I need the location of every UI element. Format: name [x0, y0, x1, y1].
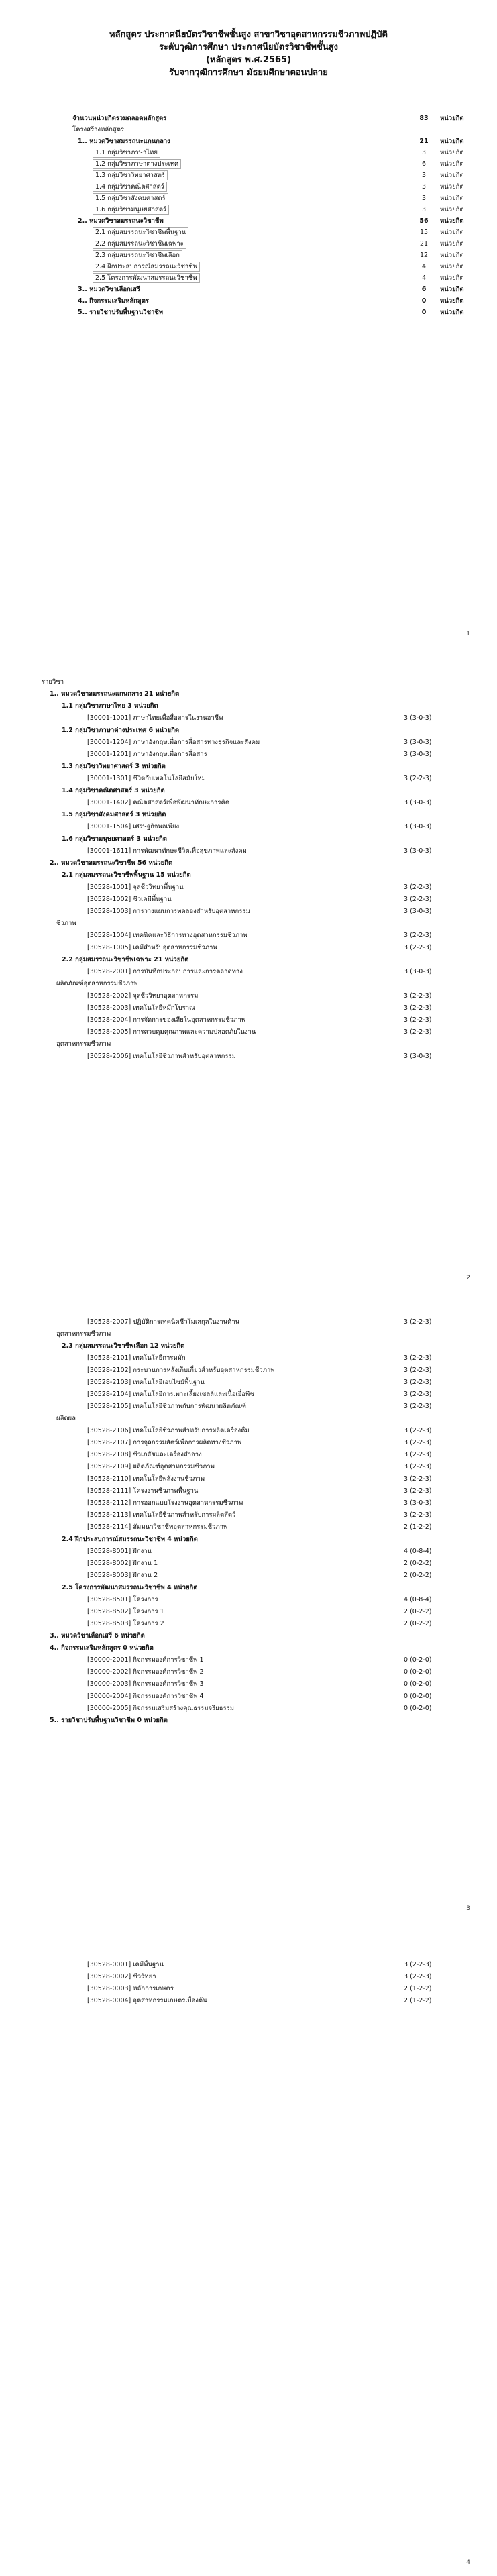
line-text: 1.. หมวดวิชาสมรรถนะแกนกลาง 21 หน่วยกิต — [50, 690, 180, 698]
course-row — [42, 1014, 457, 1026]
course-credits: 3 (3-0-3) — [404, 908, 432, 915]
course-row — [42, 1389, 457, 1401]
line-text: [30528-8003] ฝึกงาน 2 — [87, 1572, 158, 1579]
summary-row-label — [72, 204, 408, 215]
line-text: 1.6 กลุ่มวิชามนุษยศาสตร์ 3 หน่วยกิต — [62, 835, 167, 843]
course-credits: 3 (2-2-3) — [404, 896, 432, 903]
line-text: [30528-1004] เทคนิคและวิธีการทางอุตสาหกรรมชีวภาพ — [87, 932, 247, 939]
summary-row-credits: 21 — [419, 138, 429, 145]
summary-row-text: 1.3 กลุ่มวิชาวิทยาศาสตร์ — [93, 170, 168, 180]
course-credits: 0 (0-2-0) — [404, 1656, 432, 1664]
line-text: [30528-0003] หลักการเกษตร — [87, 1985, 174, 1992]
course-row — [42, 1497, 457, 1509]
line-text: [30001-1201] ภาษาอังกฤษเพื่อการสื่อสาร — [87, 751, 207, 758]
course-row — [42, 1983, 457, 1995]
summary-row — [72, 295, 480, 307]
summary-row-text: 3.. หมวดวิชาเลือกเสรี — [78, 286, 140, 293]
summary-row-label — [72, 250, 408, 261]
line-text: [30528-8002] ฝึกงาน 1 — [87, 1560, 158, 1567]
course-row — [42, 1026, 457, 1038]
course-credits: 3 (2-2-3) — [404, 1379, 432, 1386]
line-text: 1.3 กลุ่มวิชาวิทยาศาสตร์ 3 หน่วยกิต — [62, 763, 166, 770]
summary-row-label — [72, 284, 408, 295]
summary-row-unit: หน่วยกิต — [440, 263, 464, 270]
course-row — [42, 966, 457, 978]
summary-row-label — [72, 113, 408, 124]
line-text: 1.2 กลุ่มวิชาภาษาต่างประเทศ 6 หน่วยกิต — [62, 727, 180, 734]
page-3 — [0, 1288, 497, 1932]
course-credits: 3 (3-0-3) — [404, 1499, 432, 1507]
summary-row-credits: 0 — [421, 309, 427, 316]
summary-row-label — [72, 147, 408, 158]
course-row — [42, 942, 457, 954]
line-text: [30528-2002] จุลชีววิทยาอุตสาหกรรม — [87, 992, 199, 1000]
line-text: [30528-2111] โครงงานชีวภาพพื้นฐาน — [87, 1487, 199, 1495]
line-text: 2.. หมวดวิชาสมรรถนะวิชาชีพ 56 หน่วยกิต — [50, 859, 173, 867]
course-row — [42, 990, 457, 1002]
course-row — [42, 1485, 457, 1497]
summary-row-text: 2.4 ฝึกประสบการณ์สมรรถนะวิชาชีพ — [93, 262, 200, 272]
course-credits: 3 (3-0-3) — [404, 751, 432, 758]
summary-row-unit: หน่วยกิต — [440, 297, 464, 305]
summary-row — [72, 261, 480, 272]
course-credits: 3 (2-2-3) — [404, 1004, 432, 1012]
course-credits: 2 (1-2-2) — [404, 1985, 432, 1992]
section-heading — [42, 785, 457, 797]
course-credits: 3 (2-2-3) — [404, 1961, 432, 1968]
text-line — [42, 1038, 457, 1051]
course-credits: 3 (3-0-3) — [404, 799, 432, 806]
summary-row-credits: 6 — [421, 286, 427, 293]
line-text: [30000-2002] กิจกรรมองค์การวิชาชีพ 2 — [87, 1668, 204, 1676]
summary-row-credits: 12 — [419, 252, 429, 259]
summary-row-label — [72, 193, 408, 204]
summary-row-label — [72, 158, 408, 170]
course-row — [42, 797, 457, 809]
line-text: 2.1 กลุ่มสมรรถนะวิชาชีพพื้นฐาน 15 หน่วยกิต — [62, 871, 191, 879]
section-heading — [42, 1534, 457, 1546]
line-text: 2.2 กลุ่มสมรรถนะวิชาชีพเฉพาะ 21 หน่วยกิต — [62, 956, 189, 963]
line-text: [30528-0002] ชีววิทยา — [87, 1973, 156, 1980]
summary-row-label — [72, 307, 408, 318]
summary-row-credits — [408, 124, 440, 136]
summary-row — [72, 124, 480, 136]
course-row — [42, 1618, 457, 1630]
summary-row-unit: หน่วยกิต — [440, 206, 464, 213]
course-list — [42, 1959, 457, 2007]
summary-row-unit — [440, 124, 480, 136]
course-credits: 3 (2-2-3) — [404, 1354, 432, 1362]
course-credits: 3 (2-2-3) — [404, 1403, 432, 1410]
course-credits: 3 (2-2-3) — [404, 944, 432, 951]
text-line — [42, 676, 457, 688]
line-text: 4.. กิจกรรมเสริมหลักสูตร 0 หน่วยกิต — [50, 1644, 154, 1652]
section-heading — [42, 724, 457, 737]
credit-summary-table — [72, 113, 480, 318]
course-credits: 3 (2-2-3) — [404, 992, 432, 1000]
course-list — [42, 676, 457, 1063]
course-row — [42, 1461, 457, 1473]
course-credits: 2 (0-2-2) — [404, 1620, 432, 1627]
summary-row-credits: 83 — [419, 115, 429, 122]
summary-row-text: 2.5 โครงการพัฒนาสมรรถนะวิชาชีพ — [93, 273, 200, 283]
page-number: 4 — [466, 2559, 470, 2566]
course-credits: 3 (2-2-3) — [404, 1973, 432, 1980]
course-credits: 3 (2-2-3) — [404, 1439, 432, 1446]
summary-row-label — [72, 136, 408, 147]
summary-row-label — [72, 215, 408, 227]
page-number: 1 — [466, 631, 470, 637]
summary-row-text: 1.6 กลุ่มวิชามนุษยศาสตร์ — [93, 205, 169, 215]
course-credits: 2 (0-2-2) — [404, 1560, 432, 1567]
course-row — [42, 1377, 457, 1389]
summary-row-credits: 6 — [421, 160, 427, 168]
summary-row — [72, 147, 480, 158]
section-heading — [42, 954, 457, 966]
course-row — [42, 1570, 457, 1582]
course-row — [42, 1316, 457, 1328]
line-text: [30000-2005] กิจกรรมเสริมสร้างคุณธรรมจริยธรรม — [87, 1705, 235, 1712]
line-text: [30528-2107] การจุลกรรมสัตว์เพื่อการผลิตทางชีวภาพ — [87, 1439, 242, 1446]
summary-row-text: 1.4 กลุ่มวิชาคณิตศาสตร์ — [93, 182, 167, 192]
course-credits: 2 (1-2-2) — [404, 1523, 432, 1531]
summary-row-unit: หน่วยกิต — [440, 195, 464, 202]
course-row — [42, 906, 457, 918]
line-text: [30528-2106] เทคโนโลยีชีวภาพสำหรับการผลิตเครื่องดื่ม — [87, 1427, 250, 1434]
line-text: [30528-2004] การจัดการของเสียในอุตสาหกรรมชีวภาพ — [87, 1016, 246, 1024]
course-row — [42, 1364, 457, 1377]
course-row — [42, 1425, 457, 1437]
course-credits: 3 (2-2-3) — [404, 883, 432, 891]
line-text: [30528-2007] ปฏิบัติการเทคนิคชีวโมเลกุลในงานด้าน — [87, 1318, 240, 1326]
summary-row — [72, 215, 480, 227]
course-credits: 3 (2-2-3) — [404, 1366, 432, 1374]
line-text: [30528-2005] การควบคุมคุณภาพและความปลอดภัยในงาน — [87, 1028, 256, 1036]
summary-row-unit: หน่วยกิต — [440, 138, 464, 145]
summary-row — [72, 272, 480, 284]
line-text: [30528-1003] การวางแผนการทดลองสำหรับอุตสาหกรรม — [87, 908, 250, 915]
line-text: [30528-2105] เทคโนโลยีชีวภาพกับการพัฒนาผลิตภัณฑ์ — [87, 1403, 247, 1410]
line-text: 1.5 กลุ่มวิชาสังคมศาสตร์ 3 หน่วยกิต — [62, 811, 166, 818]
summary-row-label — [72, 272, 408, 284]
course-row — [42, 1546, 457, 1558]
line-text: 2.5 โครงการพัฒนาสมรรถนะวิชาชีพ 4 หน่วยกิต — [62, 1584, 198, 1591]
summary-row — [72, 284, 480, 295]
course-row — [42, 894, 457, 906]
course-credits: 3 (2-2-3) — [404, 1511, 432, 1519]
line-text: [30000-2004] กิจกรรมองค์การวิชาชีพ 4 — [87, 1693, 204, 1700]
course-row — [42, 737, 457, 749]
summary-row-credits: 3 — [421, 183, 427, 191]
course-credits: 0 (0-2-0) — [404, 1705, 432, 1712]
summary-row — [72, 158, 480, 170]
line-text: [30528-2006] เทคโนโลยีชีวภาพสำหรับอุตสาหกรรม — [87, 1053, 236, 1060]
line-text: [30000-2003] กิจกรรมองค์การวิชาชีพ 3 — [87, 1680, 204, 1688]
summary-row — [72, 170, 480, 181]
summary-row-text: จำนวนหน่วยกิตรวมตลอดหลักสูตร — [72, 115, 167, 122]
line-text: [30528-2104] เทคโนโลยีการเพาะเลี้ยงเซลล์และเนื้อเยื่อพืช — [87, 1391, 254, 1398]
course-credits: 3 (2-2-3) — [404, 1016, 432, 1024]
line-text: 5.. รายวิชาปรับพื้นฐานวิชาชีพ 0 หน่วยกิต — [50, 1717, 168, 1724]
line-text: [30528-8503] โครงการ 2 — [87, 1620, 164, 1627]
course-row — [42, 1666, 457, 1678]
course-credits: 3 (3-0-3) — [404, 1053, 432, 1060]
course-credits: 3 (2-2-3) — [404, 1318, 432, 1326]
line-text: [30001-1001] ภาษาไทยเพื่อสื่อสารในงานอาชีพ — [87, 714, 223, 722]
line-text: [30528-2108] ชีวเภสัชและเครื่องสำอาง — [87, 1451, 202, 1458]
course-credits: 2 (0-2-2) — [404, 1572, 432, 1579]
section-heading — [42, 809, 457, 821]
course-credits: 3 (3-0-3) — [404, 968, 432, 975]
course-credits: 0 (0-2-0) — [404, 1693, 432, 1700]
summary-row-credits: 21 — [419, 240, 429, 248]
line-text: [30528-8001] ฝึกงาน — [87, 1548, 152, 1555]
summary-row-unit: หน่วยกิต — [440, 229, 464, 236]
course-list — [42, 1316, 457, 1727]
section-heading — [42, 869, 457, 881]
summary-row-label — [72, 238, 408, 250]
summary-row-unit: หน่วยกิต — [440, 252, 464, 259]
line-text: [30528-2114] สัมมนาวิชาชีพอุตสาหกรรมชีวภาพ — [87, 1523, 228, 1531]
line-text: ผลิตผล — [56, 1415, 76, 1422]
document-title — [0, 28, 497, 79]
course-row — [42, 1959, 457, 1971]
course-credits: 3 (3-0-3) — [404, 714, 432, 722]
course-row — [42, 1971, 457, 1983]
page-number: 3 — [466, 1905, 470, 1912]
line-text: 2.3 กลุ่มสมรรถนะวิชาชีพเลือก 12 หน่วยกิต — [62, 1342, 185, 1350]
line-text: [30001-1402] คณิตศาสตร์เพื่อพัฒนาทักษะการคิด — [87, 799, 230, 806]
summary-row-label — [72, 170, 408, 181]
line-text: ผลิตภัณฑ์อุตสาหกรรมชีวภาพ — [56, 980, 138, 987]
page-number: 2 — [466, 1275, 470, 1281]
line-text: ชีวภาพ — [56, 920, 76, 927]
title-line: ระดับวุฒิการศึกษา ประกาศนียบัตรวิชาชีพชั้นสูง — [158, 42, 338, 52]
line-text: [30001-1504] เศรษฐกิจพอเพียง — [87, 823, 180, 830]
line-text: รายวิชา — [42, 678, 64, 686]
summary-row-label — [72, 261, 408, 272]
summary-row-credits: 3 — [421, 149, 427, 156]
course-credits: 0 (0-2-0) — [404, 1668, 432, 1676]
summary-row-credits: 15 — [419, 229, 429, 236]
line-text: [30528-8502] โครงการ 1 — [87, 1608, 164, 1615]
course-row — [42, 1558, 457, 1570]
summary-row-text: 1.5 กลุ่มวิชาสังคมศาสตร์ — [93, 193, 168, 203]
section-heading — [42, 1715, 457, 1727]
course-credits: 3 (3-0-3) — [404, 823, 432, 830]
line-text: 3.. หมวดวิชาเลือกเสรี 6 หน่วยกิต — [50, 1632, 145, 1640]
summary-row-unit: หน่วยกิต — [440, 172, 464, 179]
line-text: [30528-2112] การออกแบบโรงงานอุตสาหกรรมชีวภาพ — [87, 1499, 243, 1507]
course-row — [42, 773, 457, 785]
summary-row-unit: หน่วยกิต — [440, 274, 464, 282]
summary-row-unit: หน่วยกิต — [440, 217, 464, 225]
title-line: หลักสูตร ประกาศนียบัตรวิชาชีพชั้นสูง สาขาวิชาอุตสาหกรรมชีวภาพปฏิบัติ — [109, 30, 388, 40]
section-heading — [42, 688, 457, 700]
line-text: [30528-2102] กระบวนการหลังเก็บเกี่ยวสำหรับอุตสาหกรรมชีวภาพ — [87, 1366, 275, 1374]
page-4 — [0, 1932, 497, 2576]
summary-row-text: 2.. หมวดวิชาสมรรถนะวิชาชีพ — [78, 217, 164, 225]
summary-row-credits: 3 — [421, 195, 427, 202]
title-line: (หลักสูตร พ.ศ.2565) — [205, 55, 292, 65]
summary-row-credits: 3 — [421, 206, 427, 213]
course-credits: 3 (2-2-3) — [404, 1487, 432, 1495]
summary-row — [72, 181, 480, 193]
course-row — [42, 845, 457, 857]
course-row — [42, 712, 457, 724]
summary-row-unit: หน่วยกิต — [440, 160, 464, 168]
course-row — [42, 1437, 457, 1449]
section-heading — [42, 1582, 457, 1594]
summary-row-unit: หน่วยกิต — [440, 286, 464, 293]
course-row — [42, 1449, 457, 1461]
course-credits: 4 (0-8-4) — [404, 1596, 432, 1603]
course-credits: 3 (2-2-3) — [404, 775, 432, 782]
course-row — [42, 1690, 457, 1703]
course-credits: 2 (1-2-2) — [404, 1997, 432, 2004]
page-1 — [0, 0, 497, 644]
course-credits: 2 (0-2-2) — [404, 1608, 432, 1615]
summary-row-credits: 4 — [421, 274, 427, 282]
course-row — [42, 1995, 457, 2007]
summary-row — [72, 227, 480, 238]
course-row — [42, 1594, 457, 1606]
summary-row — [72, 136, 480, 147]
summary-row-text: 1.. หมวดวิชาสมรรถนะแกนกลาง — [78, 138, 170, 145]
line-text: [30001-1611] การพัฒนาทักษะชีวิตเพื่อสุขภาพและสังคม — [87, 847, 247, 855]
course-credits: 3 (3-0-3) — [404, 847, 432, 855]
course-credits: 3 (2-2-3) — [404, 1463, 432, 1470]
line-text: [30528-2103] เทคโนโลยีเอนไซม์พื้นฐาน — [87, 1379, 205, 1386]
text-line — [42, 1328, 457, 1340]
course-row — [42, 1654, 457, 1666]
line-text: [30528-1002] ชีวเคมีพื้นฐาน — [87, 896, 172, 903]
title-line: รับจากวุฒิการศึกษา มัธยมศึกษาตอนปลาย — [169, 68, 328, 78]
course-row — [42, 749, 457, 761]
line-text: 1.1 กลุ่มวิชาภาษาไทย 3 หน่วยกิต — [62, 702, 158, 710]
course-row — [42, 1051, 457, 1063]
section-heading — [42, 1340, 457, 1352]
line-text: [30528-2101] เทคโนโลยีการหมัก — [87, 1354, 186, 1362]
line-text: [30528-1001] จุลชีววิทยาพื้นฐาน — [87, 883, 184, 891]
summary-row-text: 2.3 กลุ่มสมรรถนะวิชาชีพเลือก — [93, 250, 182, 260]
course-row — [42, 881, 457, 894]
course-row — [42, 1521, 457, 1534]
summary-row-credits: 0 — [421, 297, 427, 305]
line-text: [30001-1301] ชีวิตกับเทคโนโลยีสมัยใหม่ — [87, 775, 206, 782]
section-heading — [42, 833, 457, 845]
course-credits: 3 (2-2-3) — [404, 1475, 432, 1483]
section-heading — [42, 857, 457, 869]
course-row — [42, 1509, 457, 1521]
line-text: [30528-2109] ผลิตภัณฑ์อุตสาหกรรมชีวภาพ — [87, 1463, 215, 1470]
summary-row-text: 2.2 กลุ่มสมรรถนะวิชาชีพเฉพาะ — [93, 239, 186, 249]
course-credits: 3 (2-2-3) — [404, 932, 432, 939]
line-text: 1.4 กลุ่มวิชาคณิตศาสตร์ 3 หน่วยกิต — [62, 787, 165, 794]
section-heading — [42, 1630, 457, 1642]
line-text: 2.4 ฝึกประสบการณ์สมรรถนะวิชาชีพ 4 หน่วยกิต — [62, 1536, 198, 1543]
line-text: [30001-1204] ภาษาอังกฤษเพื่อการสื่อสารทางธุรกิจและสังคม — [87, 739, 260, 746]
summary-row-text: 4.. กิจกรรมเสริมหลักสูตร — [78, 297, 149, 305]
text-line — [42, 918, 457, 930]
summary-row — [72, 307, 480, 318]
line-text: อุตสาหกรรมชีวภาพ — [56, 1040, 111, 1048]
summary-row-label — [72, 227, 408, 238]
course-credits: 3 (2-2-3) — [404, 1391, 432, 1398]
course-row — [42, 1002, 457, 1014]
summary-row-unit: หน่วยกิต — [440, 309, 464, 316]
line-text: [30528-0004] อุตสาหกรรมเกษตรเบื้องต้น — [87, 1997, 207, 2004]
course-credits: 4 (0-8-4) — [404, 1548, 432, 1555]
summary-row-label — [72, 181, 408, 193]
line-text: [30528-2110] เทคโนโลยีพลังงานชีวภาพ — [87, 1475, 205, 1483]
line-text: [30528-2001] การบันทึกประกอบการและการตลาดทาง — [87, 968, 243, 975]
course-credits: 3 (2-2-3) — [404, 1451, 432, 1458]
line-text: [30528-8501] โครงการ — [87, 1596, 158, 1603]
course-row — [42, 1401, 457, 1413]
line-text: [30528-0001] เคมีพื้นฐาน — [87, 1961, 164, 1968]
summary-row-label — [72, 295, 408, 307]
course-credits: 0 (0-2-0) — [404, 1680, 432, 1688]
course-row — [42, 1352, 457, 1364]
text-line — [42, 978, 457, 990]
line-text: [30528-1005] เคมีสำหรับอุตสาหกรรมชีวภาพ — [87, 944, 217, 951]
line-text: [30528-2113] เทคโนโลยีชีวภาพสำหรับการผลิตสัตว์ — [87, 1511, 236, 1519]
summary-row-text: 1.1 กลุ่มวิชาภาษาไทย — [93, 148, 160, 158]
summary-row-credits: 3 — [421, 172, 427, 179]
page-2 — [0, 644, 497, 1288]
course-credits: 3 (2-2-3) — [404, 1028, 432, 1036]
summary-row-text: 5.. รายวิชาปรับพื้นฐานวิชาชีพ — [78, 309, 164, 316]
summary-row — [72, 238, 480, 250]
summary-row-unit: หน่วยกิต — [440, 240, 464, 248]
text-line — [42, 1413, 457, 1425]
course-row — [42, 930, 457, 942]
summary-row-unit: หน่วยกิต — [440, 115, 464, 122]
section-heading — [42, 761, 457, 773]
summary-row-credits: 4 — [421, 263, 427, 270]
line-text: [30000-2001] กิจกรรมองค์การวิชาชีพ 1 — [87, 1656, 204, 1664]
course-row — [42, 1678, 457, 1690]
summary-row-text: 1.2 กลุ่มวิชาภาษาต่างประเทศ — [93, 159, 181, 169]
line-text: [30528-2003] เทคโนโลยีหมักโบราณ — [87, 1004, 195, 1012]
course-credits: 3 (2-2-3) — [404, 1427, 432, 1434]
summary-row-unit: หน่วยกิต — [440, 183, 464, 191]
summary-row-credits: 56 — [419, 217, 429, 225]
course-row — [42, 1473, 457, 1485]
summary-row — [72, 204, 480, 215]
summary-row — [72, 113, 480, 124]
section-heading — [42, 1642, 457, 1654]
course-row — [42, 821, 457, 833]
summary-row-text: 2.1 กลุ่มสมรรถนะวิชาชีพพื้นฐาน — [93, 227, 188, 237]
summary-row-label — [72, 124, 408, 136]
course-row — [42, 1606, 457, 1618]
summary-row — [72, 250, 480, 261]
summary-row-text: โครงสร้างหลักสูตร — [72, 126, 124, 133]
line-text: อุตสาหกรรมชีวภาพ — [56, 1330, 111, 1338]
summary-row — [72, 193, 480, 204]
course-row — [42, 1703, 457, 1715]
section-heading — [42, 700, 457, 712]
summary-row-unit: หน่วยกิต — [440, 149, 464, 156]
course-credits: 3 (3-0-3) — [404, 739, 432, 746]
